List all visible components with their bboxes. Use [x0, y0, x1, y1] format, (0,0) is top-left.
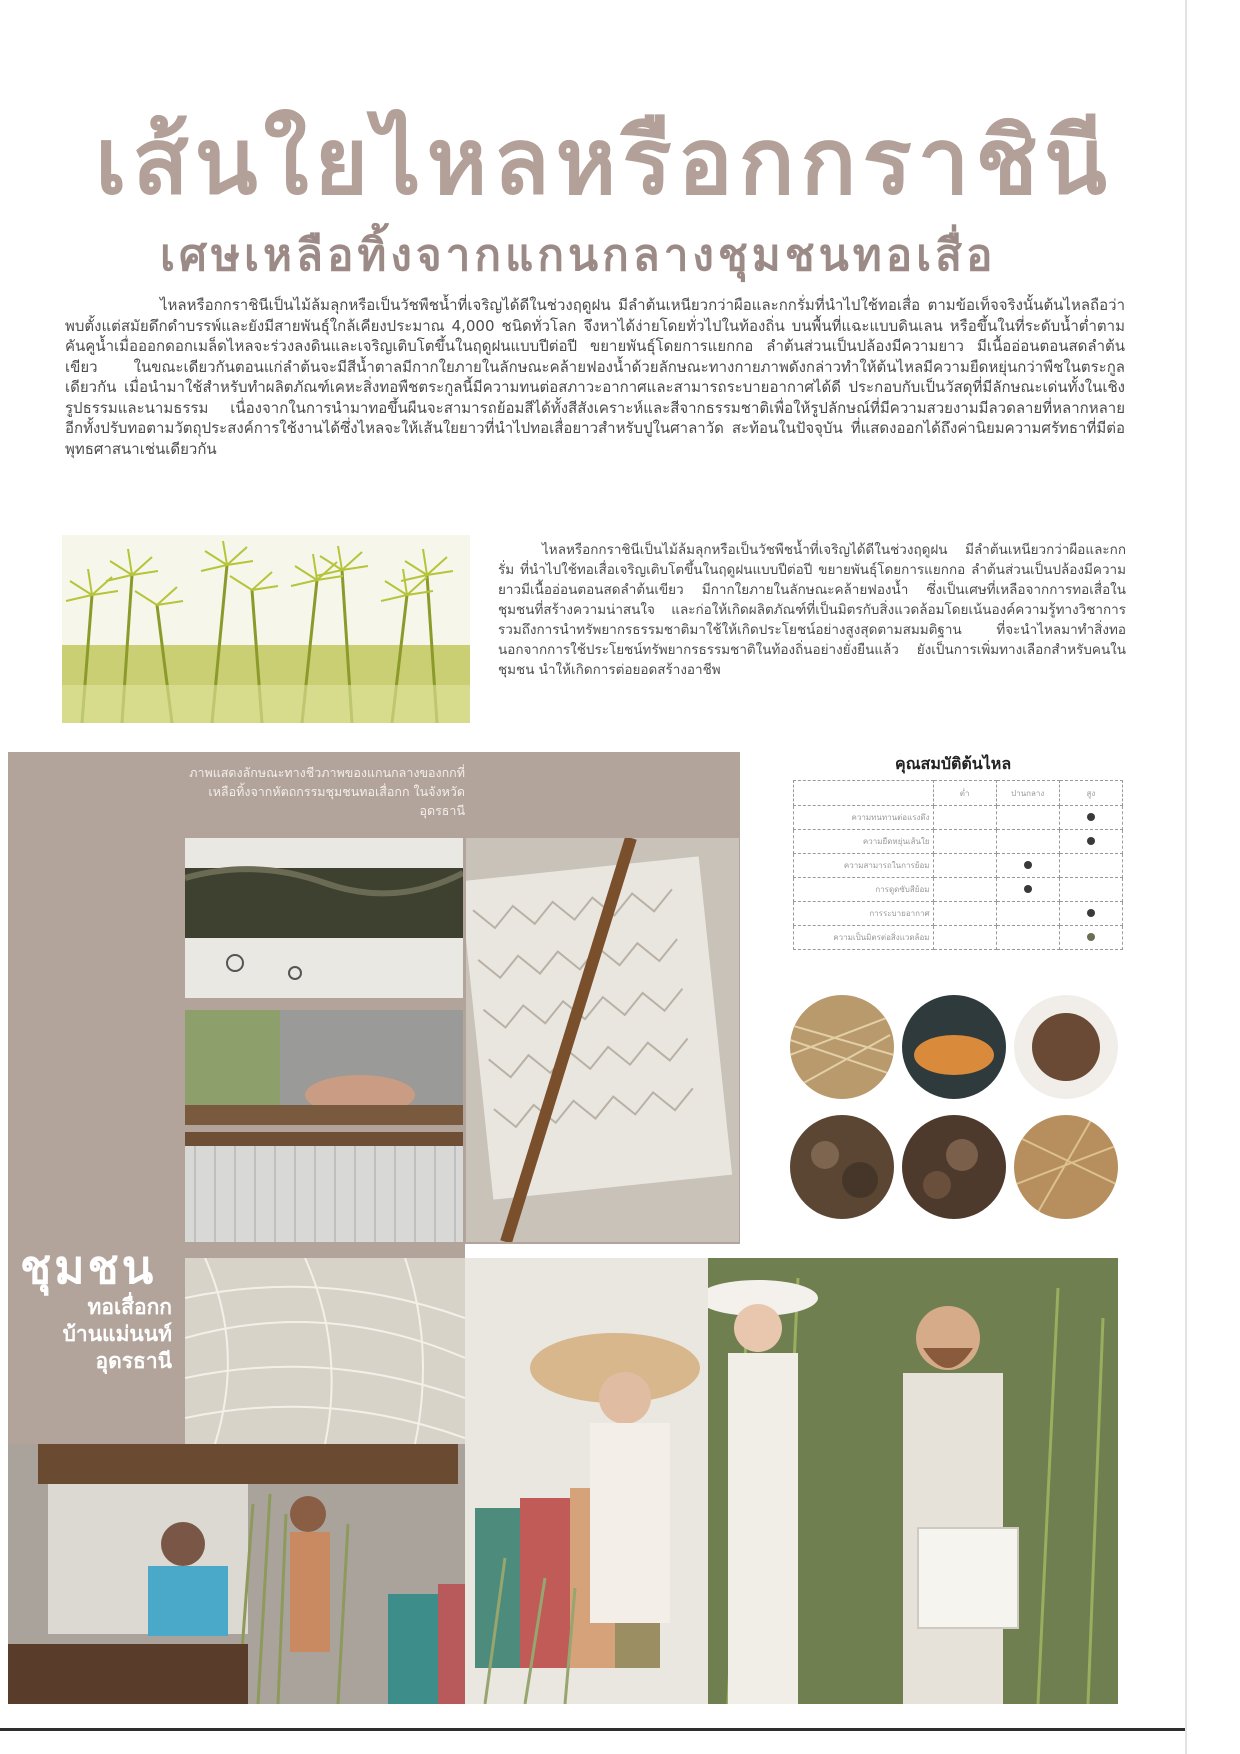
- fiber-sample-raw-photo: [790, 995, 894, 1099]
- bottom-rule: [0, 1728, 1185, 1731]
- dried-stalks-photo: [185, 838, 463, 998]
- row-label: ความยืดหยุ่นเส้นใย: [794, 830, 934, 854]
- table-row: [794, 902, 1123, 926]
- fiber-sample-brown-photo: [1014, 995, 1118, 1099]
- intro-paragraph: ไหลหรือกกราชินีเป็นไม้ล้มลุกหรือเป็นวัชพืชน้ำที่เจริญได้ดีในช่วงฤดูฝน มีลำต้นเหนียวกว่าผือและกกรั่มที่นำไปใช้ทอเสื่อ ตามข้อเท็จจริงนั้นต้นไหลถือว่าพบตั้งแต่สมัยดึกดำบรรพ์และยังมีสายพันธุ์ใกล้เคียงประมาณ 4,000 ชนิดทั่วโลก จึงหาได้ง่ายโดยทั่วไปในท้องถิ่น บนพื้นที่แฉะแบบดินเลน หรือขึ้นในที่ระดับน้ำต่ำตามคันคูน้ำเมื่อออกดอกเมล็ดไหลจะร่วงลงดินและเจริญเติบโตขึ้นในฤดูฝนแบบปีต่อปี ขยายพันธุ์โดยการแยกกอ ลำต้นส่วนเป็นปล้องมีความยาว มีเนื้ออ่อนตอนสดลำต้นเขียว ในขณะเดียวกันตอนแก่ลำต้นจะมีสีน้ำตาลมีกากใยภายในลักษณะคล้ายฟองน้ำด้วยลักษณะทางกายภาพดังกล่าวทำให้ต้นไหลมีความยืดหยุ่นกว่าพืชในตระกูลเดียวกัน เมื่อนำมาใช้สำหรับทำผลิตภัณฑ์เคหะสิ่งทอพืชตระกูลนี้มีความทนต่อสภาวะอากาศและสามารถระบายอากาศได้ดี ประกอบกับเป็นวัสดุที่มีลักษณะเด่นทั้งในเชิงรูปธรรมและนามธรรม เนื่องจากในการนำมาทอขึ้นผืนจะสามารถย้อมสีได้ทั้งสีสังเคราะห์และสีจากธรรมชาติเพื่อให้รูปลักษณ์ที่มีความสวยงามมีลวดลายที่หลากหลาย อีกทั้งปรับทอตามวัตถุประสงค์การใช้งานได้ซึ่งไหลจะให้เส้นใยยาวที่นำไปทอเสื่อยาวสำหรับปูในศาลาวัด สะท้อนในปัจจุบัน ที่แสดงออกได้ถึงค่านิยมความศรัทธาที่มีต่อพุทธศาสนาเช่นเดียวกัน: [65, 296, 1125, 458]
- level-dot: [1087, 813, 1095, 821]
- community-line-3: อุดรธานี: [95, 1349, 172, 1373]
- table-header-cell: [794, 781, 934, 806]
- row-label: ความสามารถในการย้อม: [794, 854, 934, 878]
- properties-table: [793, 780, 1123, 950]
- page-subtitle: เศษเหลือทิ้งจากแกนกลางชุมชนทอเสื่อ: [160, 230, 997, 281]
- page-edge: [1185, 0, 1187, 1754]
- table-row: [794, 830, 1123, 854]
- level-dot: [1024, 861, 1032, 869]
- fiber-sample-ground-photo: [902, 1115, 1006, 1219]
- weaver-hands-photo: [185, 1010, 463, 1125]
- properties-table-title: คุณสมบัติต้นไหล: [895, 754, 1012, 773]
- page-title: เส้นใยไหลหรือกกราชินี: [95, 108, 1113, 215]
- community-title: ชุมชน: [20, 1240, 157, 1294]
- raw-fiber-bundle-photo: [185, 1258, 465, 1444]
- row-label: การระบายอากาศ: [794, 902, 934, 926]
- fiber-sample-dark-photo: [790, 1115, 894, 1219]
- row-label: ความทนทานต่อแรงดึง: [794, 806, 934, 830]
- table-row: [794, 806, 1123, 830]
- level-dot: [1087, 837, 1095, 845]
- fiber-sample-boiling-photo: [902, 995, 1006, 1099]
- level-dot: [1024, 885, 1032, 893]
- table-row: [794, 926, 1123, 950]
- community-line-2: บ้านแม่นนท์: [62, 1322, 172, 1346]
- papyrus-plant-photo: [62, 535, 470, 723]
- models-in-garden-photo: [708, 1258, 1118, 1704]
- loom-threads-photo: [185, 1132, 463, 1242]
- woven-mat-photo: [466, 838, 739, 1242]
- table-header-cell: สูง: [1059, 781, 1122, 806]
- table-row: [794, 854, 1123, 878]
- table-row: [794, 878, 1123, 902]
- mats-and-model-photo: [465, 1258, 708, 1704]
- table-header-cell: ต่ำ: [933, 781, 996, 806]
- fiber-sample-golden-photo: [1014, 1115, 1118, 1219]
- level-dot: [1087, 909, 1095, 917]
- second-paragraph: ไหลหรือกกราชินีเป็นไม้ล้มลุกหรือเป็นวัชพืชน้ำที่เจริญได้ดีในช่วงฤดูฝน มีลำต้นเหนียวกว่าผือและกกรั่ม ที่นำไปใช้ทอเสื่อเจริญเติบโตขึ้นในฤดูฝนแบบปีต่อปี ขยายพันธุ์โดยการแยกกอ ลำต้นส่วนเป็นปล้องมีความยาวมีเนื้ออ่อนตอนสดลำต้นเขียว มีกากใยภายในลักษณะคล้ายฟองน้ำ ซึ่งเป็นเศษที่เหลือจากการทอเสื่อในชุมชนที่สร้างความน่าสนใจ และก่อให้เกิดผลิตภัณฑ์ที่เป็นมิตรกับสิ่งแวดล้อมโดยเน้นองค์ความรู้ทางวิชาการ รวมถึงการนำทรัพยากรธรรมชาติมาใช้ให้เกิดประโยชน์อย่างสูงสุดตามสมมติฐาน ที่จะนำไหลมาทำสิ่งทอ นอกจากการใช้ประโยชน์ทรัพยากรธรรมชาติในท้องถิ่นอย่างยั่งยืนแล้ว ยังเป็นการเพิ่มทางเลือกสำหรับคนในชุมชน นำให้เกิดการต่อยอดสร้างอาชีพ: [498, 542, 1126, 678]
- community-line-1: ทอเสื่อกก: [87, 1295, 172, 1319]
- table-header-row: [794, 781, 1123, 806]
- weavers-at-loom-photo: [8, 1444, 465, 1704]
- community-label: [20, 1240, 172, 1375]
- level-dot: [1087, 933, 1095, 941]
- row-label: การดูดซับสีย้อม: [794, 878, 934, 902]
- table-header-cell: ปานกลาง: [996, 781, 1059, 806]
- photo-panel-caption: ภาพแสดงลักษณะทางชีวภาพของแกนกลางของกกที่เหลือทิ้งจากหัตถกรรมชุมชนทอเสื่อกก ในจังหวัดอุดรธานี: [189, 765, 465, 818]
- row-label: ความเป็นมิตรต่อสิ่งแวดล้อม: [794, 926, 934, 950]
